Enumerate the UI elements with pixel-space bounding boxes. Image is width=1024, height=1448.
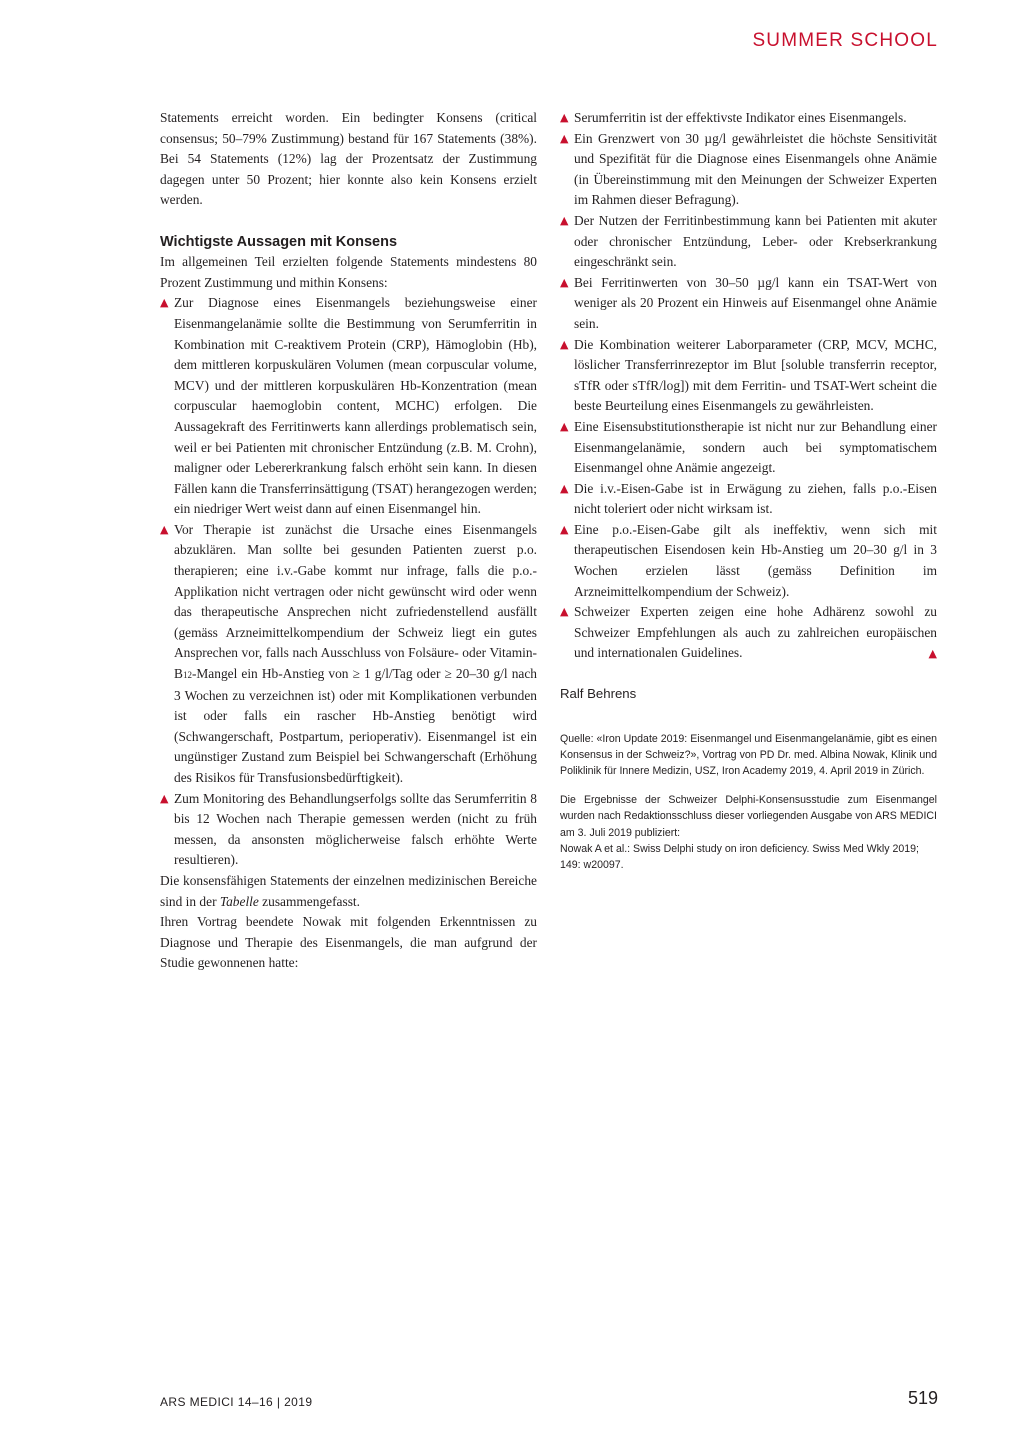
red-triangle-icon: ▲ — [560, 213, 569, 227]
source-note: Quelle: «Iron Update 2019: Eisenmangel und Eisenmangelanämie, gibt es einen Konsensus in der Schweiz?», Vortrag von PD Dr. med. Albina Nowak, Klinik und Poliklinik für Innere Medizin, USZ, Iron Academy 2019, 4. April 2019 in Zürich. — [560, 732, 937, 778]
red-triangle-icon: ▲ — [560, 522, 569, 536]
red-triangle-icon: ▲ — [560, 419, 569, 433]
list-item: ▲ Die Kombination weiterer Laborparameter (CRP, MCV, MCHC, löslicher Transferrinrezeptor im Blut [soluble transferrin receptor, sTfR oder sTfR/log]) mit dem Ferritin- und TSAT-Wert scheint die beste Beurteilung eines Eisenmangels zu gewährleisten. — [560, 336, 937, 414]
red-triangle-icon: ▲ — [560, 481, 569, 495]
list-item: ▲ Eine Eisensubstitutionstherapie ist nicht nur zur Behandlung einer Eisenmangelanämie, sondern auch bei symptomatischem Eisenmangel ohne Anämie angezeigt. — [560, 418, 937, 476]
left-column — [160, 108, 537, 974]
section-heading: Wichtigste Aussagen mit Konsens — [160, 233, 398, 250]
red-triangle-icon: ▲ — [160, 791, 169, 805]
author-name: Ralf Behrens — [560, 686, 637, 702]
list-item-text: -Mangel ein Hb-Anstieg von ≥ 1 g/l/Tag oder ≥ 20–30 g/l nach 3 Wochen zu verzeichnen ist) oder mit Komplikationen verbunden ist oder falls ein rascher Hb-Anstieg benötigt wird (Schwangerschaft, Postpartum, perioperativ). Eisenmangel ist ein ungünstiger Zustand zum Beispiel bei Schwangerschaft (Erhöhung des Risikos für Transfusionsbedürftigkeit). — [174, 666, 537, 785]
red-triangle-icon: ▲ — [160, 522, 169, 536]
list-item: ▲ Eine p.o.-Eisen-Gabe gilt als ineffektiv, wenn sich mit therapeutischen Eisendosen kein Hb-Anstieg um 20–30 g/l in 3 Wochen erzielen lässt (gemäss Definition im Arzneimittelkompendium der Schweiz). — [560, 521, 937, 599]
publication-note: Die Ergebnisse der Schweizer Delphi-Konsensusstudie zum Eisenmangel wurden nach Redaktionsschluss dieser vorliegenden Ausgabe von ARS MEDICI am 3. Juli 2019 publiziert: — [560, 793, 937, 839]
table-reference: Tabelle — [219, 893, 259, 909]
list-item-text: Zum Monitoring des Behandlungserfolgs sollte das Serumferritin 8 bis 12 Wochen nach Therapie gemessen werden (nicht zu früh messen, da ansonsten möglicherweise falsch erhöhte Werte resultieren). — [174, 790, 537, 868]
red-triangle-icon: ▲ — [560, 605, 569, 619]
list-item: ▲ Die i.v.-Eisen-Gabe ist in Erwägung zu ziehen, falls p.o.-Eisen nicht toleriert oder nicht wirksam ist. — [560, 480, 937, 517]
list-item-text: Zur Diagnose eines Eisenmangels beziehungsweise einer Eisenmangelanämie sollte die Bestimmung von Serumferritin in Kombination mit C-reaktivem Protein (CRP), Hämoglobin (Hb), dem mittleren korpuskulären Volumen (mean corpuscular volume, MCV) und der mittleren korpuskulären Hb-Konzentration (mean corpuscular haemoglobin content, MCHC) erfolgen. Die Aussagekraft des Ferritinwerts kann allerdings problematisch sein, weil er bei Patienten mit chronischer Entzündung (z.B. M. Crohn), maligner oder Lebererkrankung falsch erhöht sein kann. In diesen Fällen kann die Transferrinsättigung (TSAT) herangezogen werden; ein niedriger Wert weist dann auf einen Eisenmangel hin. — [174, 295, 537, 517]
list-item — [160, 789, 537, 871]
red-triangle-icon: ▲ — [560, 275, 569, 289]
list-item — [160, 293, 537, 520]
red-triangle-icon: ▲ — [560, 337, 569, 351]
right-column — [560, 108, 937, 874]
list-item-text: Vor Therapie ist zunächst die Ursache eines Eisenmangels abzuklären. Man sollte bei gesunden Patienten zuerst p.o. therapieren; eine i.v.-Gabe kommt nur infrage, falls die p.o.-Applikation nicht vertragen oder nicht gewünscht wird oder wenn das therapeutische Ansprechen nicht zufriedenstellend ausfällt (gemäss Arzneimittelkompendium der Schweiz liegt ein gutes Ansprechen vor, falls nach Ausschluss von Folsäure- oder Vitamin-B — [174, 521, 537, 682]
intro-paragraph: Statements erreicht worden. Ein bedingter Konsens (critical consensus; 50–79% Zustimmung) bestand für 167 Statements (38%). Bei 54 Statements (12%) lag der Prozentsatz der Zustimmung dagegen unter 50 Prozent; hier konnte also kein Konsens erzielt werden. — [160, 110, 537, 208]
subscript: 12 — [182, 670, 192, 681]
list-item: ▲ Der Nutzen der Ferritinbestimmung kann bei Patienten mit akuter oder chronischer Entzündung, Leber- oder Krebserkrankung eingeschränkt sein. — [560, 212, 937, 270]
citation: Nowak A et al.: Swiss Delphi study on iron deficiency. Swiss Med Wkly 2019; 149: w20097. — [560, 843, 919, 872]
red-triangle-icon: ▲ — [560, 111, 569, 124]
list-item: ▲ Schweizer Experten zeigen eine hohe Adhärenz sowohl zu Schweizer Empfehlungen als auch zu zahlreichen europäischen und internationalen Guidelines. — [560, 604, 937, 661]
list-item — [160, 520, 537, 789]
journal-footer: ARS MEDICI 14–16 | 2019 — [160, 1395, 313, 1409]
table-paragraph: Die konsensfähigen Statements der einzelnen medizinischen Bereiche sind in der Tabelle zusammengefasst. — [160, 872, 537, 909]
list-item: ▲ Bei Ferritinwerten von 30–50 µg/l kann ein TSAT-Wert von weniger als 20 Prozent ein Hinweis auf Eisenmangel ohne Anämie sein. — [560, 274, 937, 331]
closing-paragraph: Ihren Vortrag beendete Nowak mit folgenden Erkenntnissen zu Diagnose und Therapie des Eisenmangels, die man aufgrund der Studie gewonnenen hatte: — [160, 914, 537, 971]
list-item: ▲ Ein Grenzwert von 30 µg/l gewährleistet die höchste Sensitivität und Spezifität für die Diagnose eines Eisenmangels ohne Anämie (in Übereinstimmung mit den Meinungen der Schweizer Experten im Rahmen dieser Befragung). — [560, 130, 937, 208]
page-number: 519 — [907, 1388, 938, 1408]
red-triangle-icon: ▲ — [160, 296, 169, 310]
red-triangle-end-icon: ▲ — [928, 647, 937, 661]
list-item: ▲ Serumferritin ist der effektivste Indikator eines Eisenmangels. — [560, 108, 937, 129]
section-header: SUMMER SCHOOL — [752, 30, 938, 51]
red-triangle-icon: ▲ — [560, 131, 569, 145]
lead-paragraph: Im allgemeinen Teil erzielten folgende Statements mindestens 80 Prozent Zustimmung und mithin Konsens: — [160, 254, 537, 290]
